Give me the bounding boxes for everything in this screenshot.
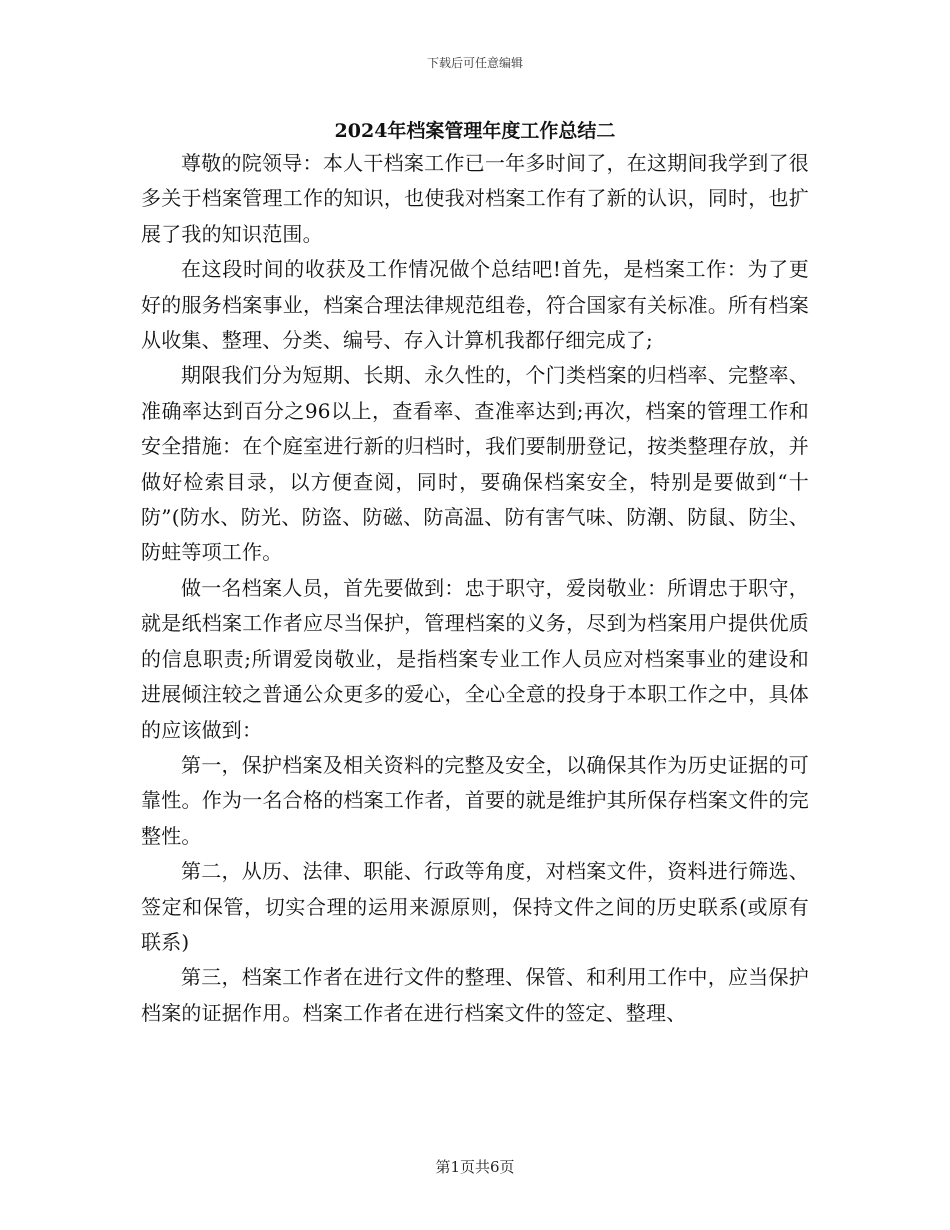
header-note: 下载后可任意编辑 [426,56,523,70]
paragraph: 做一名档案人员，首先要做到：忠于职守，爱岗敬业：所谓忠于职守，就是纸档案工作者应尽当保护，管理档案的义务，尽到为档案用户提供优质的信息职责;所谓爱岗敬业，是指档案专业工作人员应对档案事业的建设和进展倾注较之普通公众更多的爱心，全心全意的投身于本职工作之中，具体的应该做到： [141,575,809,742]
paragraph: 第二，从历、法律、职能、行政等角度，对档案文件，资料进行筛选、签定和保管，切实合理的运用来源原则，保持文件之间的历史联系(或原有联系) [141,859,809,954]
document-title: 2024年档案管理年度工作总结二 [334,120,616,142]
paragraph: 在这段时间的收获及工作情况做个总结吧!首先，是档案工作：为了更好的服务档案事业，档案合理法律规范组卷，符合国家有关标准。所有档案从收集、整理、分类、编号、存入计算机我都仔细完成了; [141,257,809,353]
paragraph: 尊敬的院领导：本人干档案工作已一年多时间了，在这期间我学到了很多关于档案管理工作的知识，也使我对档案工作有了新的认识，同时，也扩展了我的知识范围。 [141,151,809,246]
page-number-footer: 第1页共6页 [435,1158,515,1176]
paragraph: 期限我们分为短期、长期、永久性的，个门类档案的归档率、完整率、准确率达到百分之96以上，查看率、查准率达到;再次，档案的管理工作和安全措施：在个庭室进行新的归档时，我们要制册登记，按类整理存放，并做好检索目录，以方便查阅，同时，要确保档案安全，特别是要做到“十防”(防水、防光、防盗、防磁、防高温、防有害气味、防潮、防鼠、防尘、防蛀等项工作。 [141,363,809,565]
paragraph: 第一，保护档案及相关资料的完整及安全，以确保其作为历史证据的可靠性。作为一名合格的档案工作者，首要的就是维护其所保存档案文件的完整性。 [141,752,809,848]
document-body [141,146,809,1031]
paragraph: 第三，档案工作者在进行文件的整理、保管、和利用工作中，应当保护档案的证据作用。档案工作者在进行档案文件的签定、整理、 [141,965,809,1025]
